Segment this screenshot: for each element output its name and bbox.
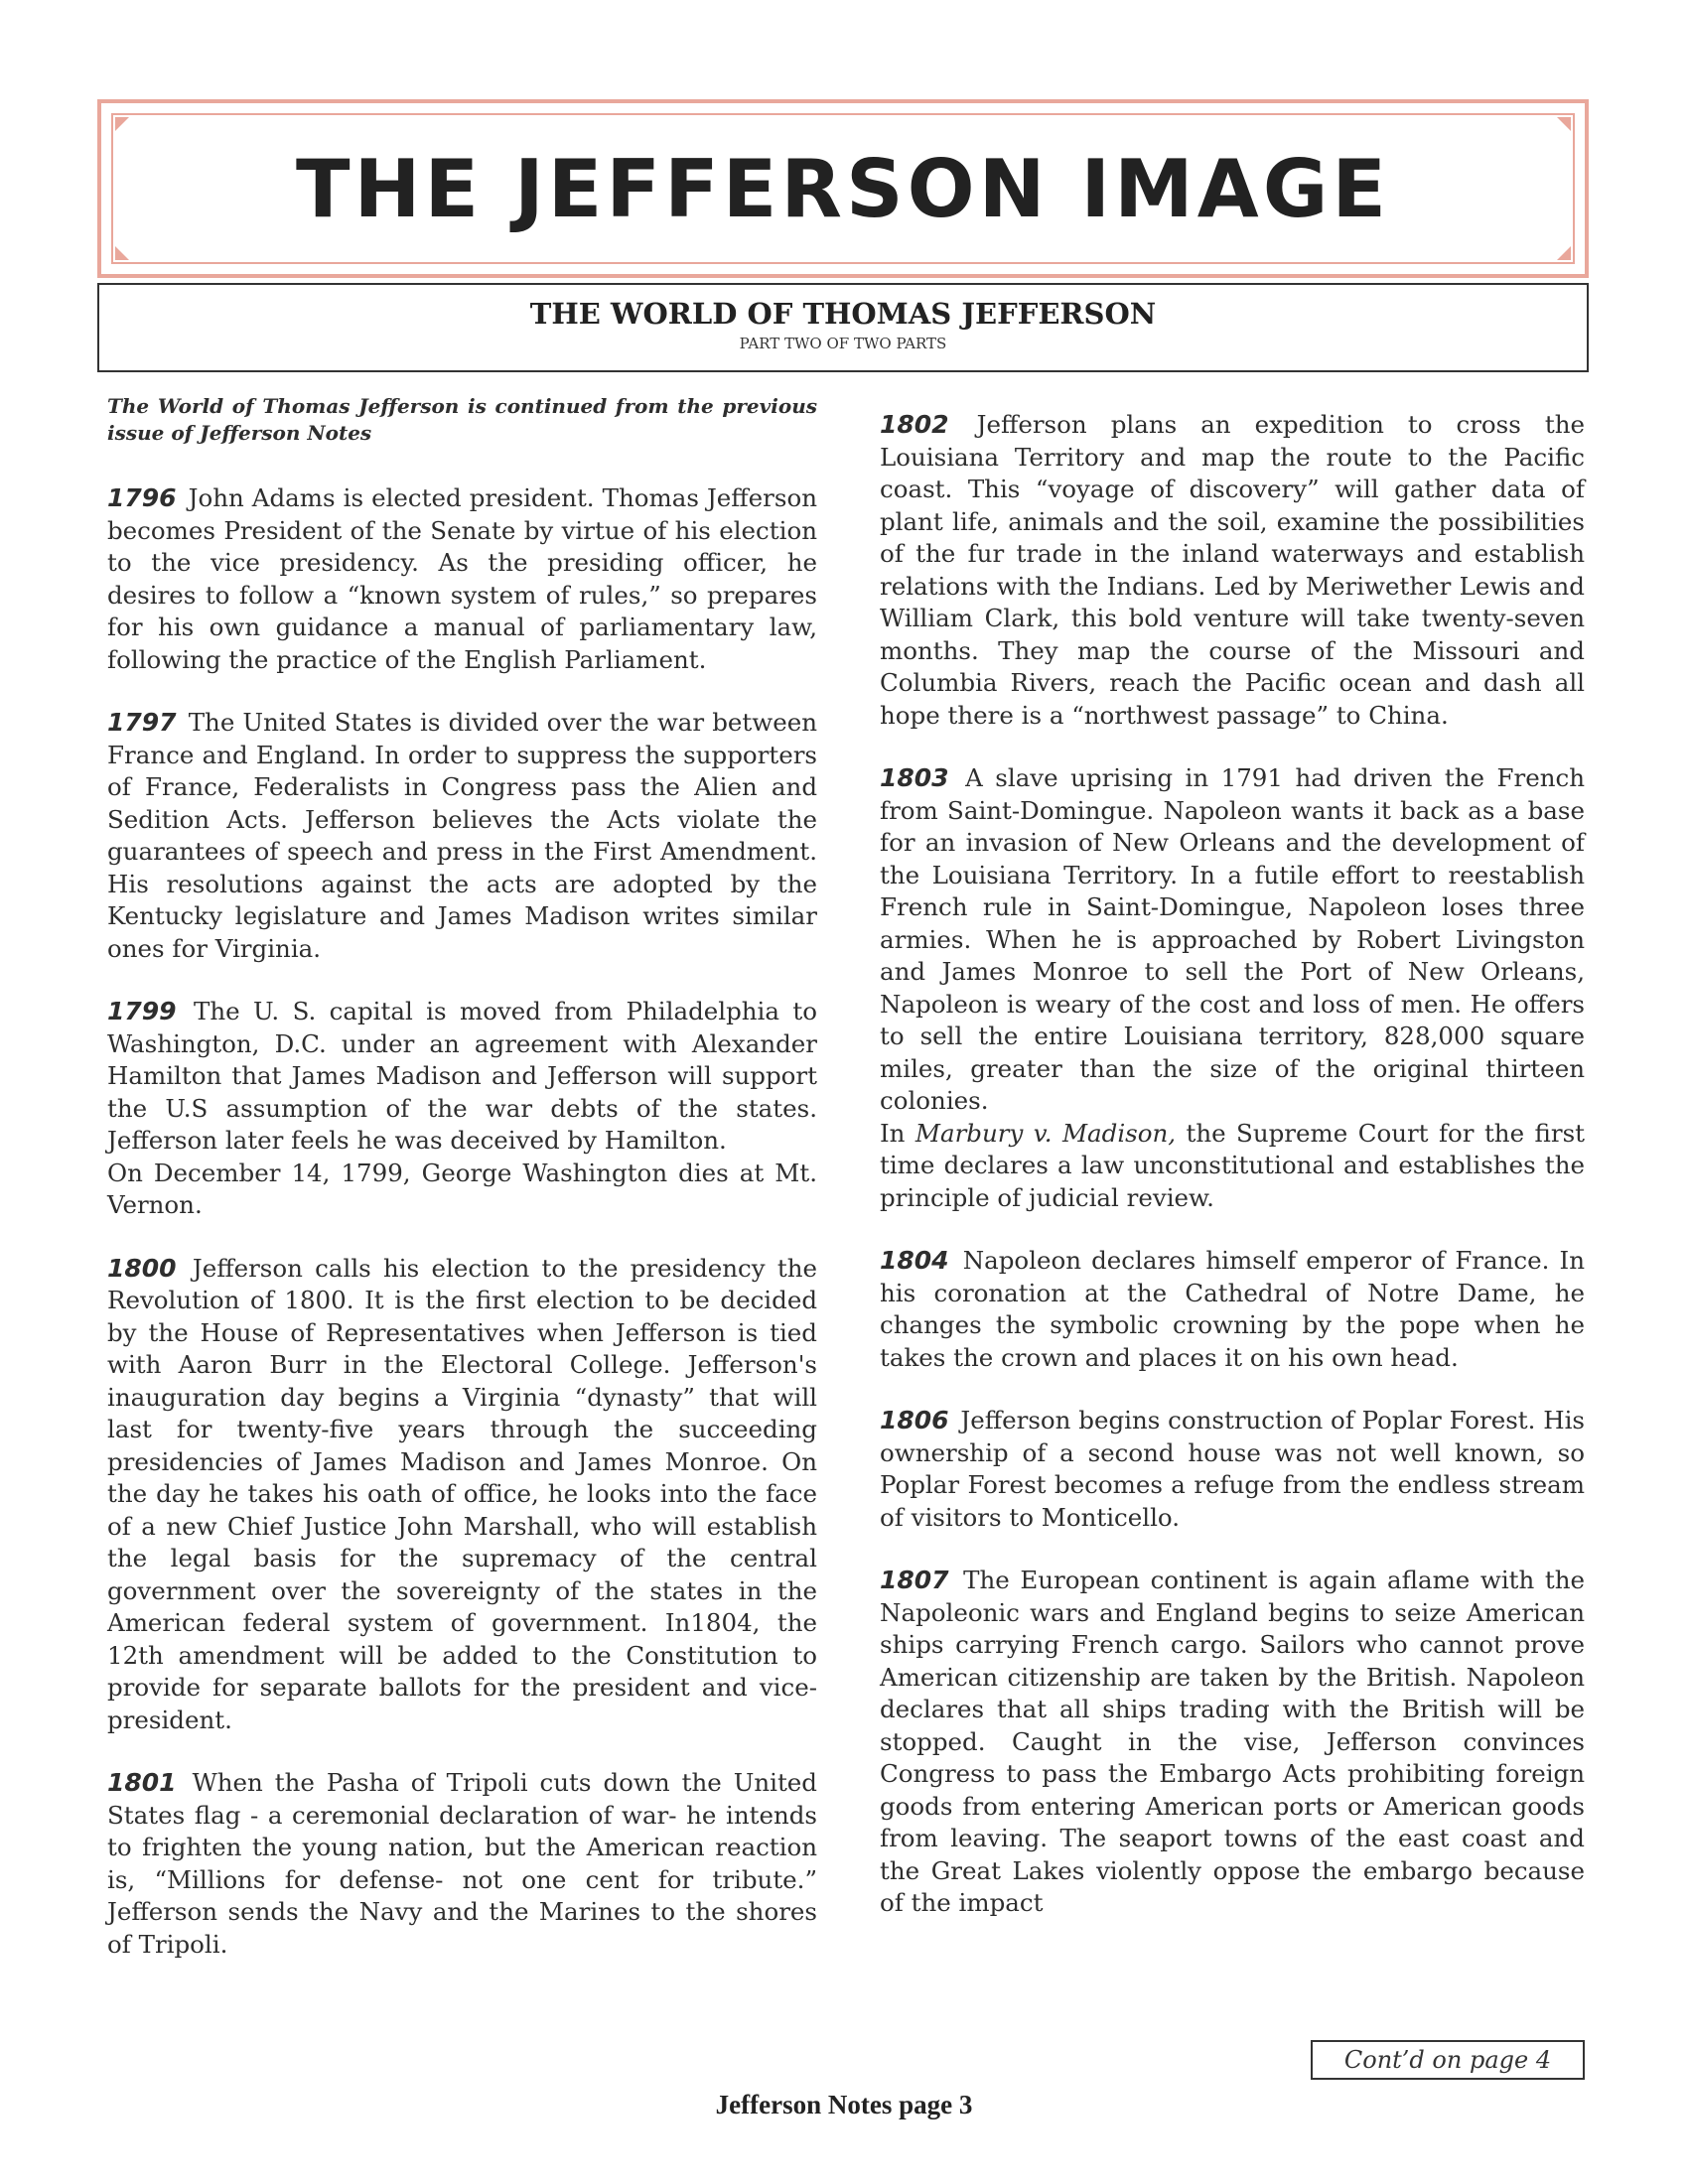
entry-year: 1806	[880, 1406, 949, 1434]
timeline-entry-1802	[880, 409, 1585, 732]
entry-text: Napoleon declares himself emperor of France. In his coronation at the Cathedral of Notre Dame, he changes the symbolic crowning by the pope when he takes the crown and places it on his own head.	[880, 1246, 1585, 1372]
corner-ornament-icon	[115, 117, 129, 131]
entry-text: Jefferson plans an expedition to cross the Louisiana Territory and map the route to the Pacific coast. This “voyage of discovery” will gather data of plant life, animals and the soil, examine the possibilities of the fur trade in the inland waterways and establish relations with the Indians. Led by Meriwether Lewis and William Clark, this bold venture will take twenty-seven months. They map the course of the Missouri and Columbia Rivers, reach the Pacific ocean and dash all hope there is a “northwest passage” to China.	[880, 410, 1585, 730]
entry-text: A slave uprising in 1791 had driven the French from Saint-Domingue. Napoleon wants it back as a base for an invasion of New Orleans and the development of the Louisiana Territory. In a futile effort to reestablish French rule in Saint-Domingue, Napoleon loses three armies. When he is approached by Robert Livingston and James Monroe to sell the Port of New Orleans, Napoleon is weary of the cost and loss of men. He offers to sell the entire Louisiana territory, 828,000 square miles, greater than the size of the original thirteen colonies.	[880, 763, 1585, 1115]
newsletter-title: THE JEFFERSON IMAGE	[295, 143, 1390, 235]
entry-text: The U. S. capital is moved from Philadelphia to Washington, D.C. under an agreement with Alexander Hamilton that James Madison and Jefferson will support the U.S assumption of the war debts of the states. Jefferson later feels he was deceived by Hamilton.	[107, 997, 817, 1155]
entry-year: 1800	[107, 1253, 177, 1283]
timeline-entry-1801	[107, 1767, 817, 1961]
entry-year: 1803	[880, 763, 949, 792]
timeline-entry-1799	[107, 996, 817, 1222]
entry-text: Jefferson calls his election to the presidency the Revolution of 1800. It is the first election to be decided by the House of Representatives when Jefferson is tied with Aaron Burr in the Electoral College. Jefferson's inauguration day begins a Virginia “dynasty” that will last for twenty-five years through the succeeding presidencies of James Madison and James Monroe. On the day he takes his oath of office, he looks into the face of a new Chief Justice John Marshall, who will establish the legal basis for the supremacy of the central government over the sovereignty of the states in the American federal system of government. In1804, the 12th amendment will be added to the Constitution to provide for separate ballots for the president and vice-president.	[107, 1253, 818, 1734]
timeline-entry-1803	[880, 762, 1585, 1214]
right-column	[880, 409, 1585, 1951]
entry-year: 1796	[107, 483, 177, 512]
timeline-entry-1796	[107, 482, 817, 676]
entry-year: 1801	[107, 1768, 177, 1797]
timeline-entry-1807	[880, 1565, 1585, 1920]
masthead-banner	[97, 99, 1589, 278]
left-column	[107, 393, 817, 1991]
section-part-label: PART TWO OF TWO PARTS	[739, 335, 947, 352]
entry-text: John Adams is elected president. Thomas Jefferson becomes President of the Senate by virtue of his election to the vice presidency. As the presiding officer, he desires to follow a “known system of rules,” so prepares for his own guidance a manual of parliamentary law, following the practice of the English Parliament.	[107, 483, 817, 674]
corner-ornament-icon	[1557, 246, 1571, 260]
corner-ornament-icon	[115, 246, 129, 260]
entry-note: On December 14, 1799, George Washington dies at Mt. Vernon.	[107, 1158, 817, 1219]
timeline-entry-1804	[880, 1245, 1585, 1374]
timeline-entry-1797	[107, 707, 817, 965]
entry-text: The European continent is again aflame with the Napoleonic wars and England begins to seize American ships carrying French cargo. Sailors who cannot prove American citizenship are taken by the British. Napoleon declares that all ships trading with the British will be stopped. Caught in the vise, Jefferson convinces Congress to pass the Embargo Acts prohibiting foreign goods from entering American ports or American goods from leaving. The seaport towns of the east coast and the Great Lakes violently oppose the embargo because of the impact	[880, 1566, 1585, 1917]
section-heading-box	[97, 283, 1589, 372]
entry-year: 1807	[880, 1566, 949, 1594]
entry-text: The United States is divided over the war between France and England. In order to suppress the supporters of France, Federalists in Congress pass the Alien and Sedition Acts. Jefferson believes the Acts violate the guarantees of speech and press in the First Amendment. His resolutions against the acts are adopted by the Kentucky legislature and James Madison writes similar ones for Virginia.	[107, 708, 818, 963]
page-footer: Jefferson Notes page 3	[715, 2090, 973, 2119]
section-title: THE WORLD OF THOMAS JEFFERSON	[529, 297, 1157, 331]
entry-note	[880, 1118, 1585, 1215]
entry-text: When the Pasha of Tripoli cuts down the United States flag - a ceremonial declaration of war- he intends to frighten the young nation, but the American reaction is, “Millions for defense- not one cent for tribute.” Jefferson sends the Navy and the Marines to the shores of Tripoli.	[107, 1768, 817, 1959]
continued-on-page-box: Cont’d on page 4	[1311, 2040, 1585, 2080]
entry-note-prefix: In	[880, 1118, 915, 1148]
entry-year: 1804	[880, 1246, 949, 1275]
entry-year: 1797	[107, 708, 177, 737]
intro-note: The World of Thomas Jefferson is continued from the previous issue of Jefferson Notes	[107, 394, 817, 445]
timeline-entry-1800	[107, 1253, 817, 1737]
entry-note-text: the Supreme Court for the first time declares a law unconstitutional and establishes the principle of judicial review.	[880, 1118, 1585, 1212]
timeline-entry-1806	[880, 1405, 1585, 1534]
entry-year: 1799	[107, 997, 177, 1025]
entry-year: 1802	[880, 410, 949, 439]
corner-ornament-icon	[1557, 117, 1571, 131]
entry-text: Jefferson begins construction of Poplar Forest. His ownership of a second house was not well known, so Poplar Forest becomes a refuge from the endless stream of visitors to Monticello.	[880, 1406, 1585, 1532]
case-name: Marbury v. Madison,	[914, 1118, 1177, 1148]
